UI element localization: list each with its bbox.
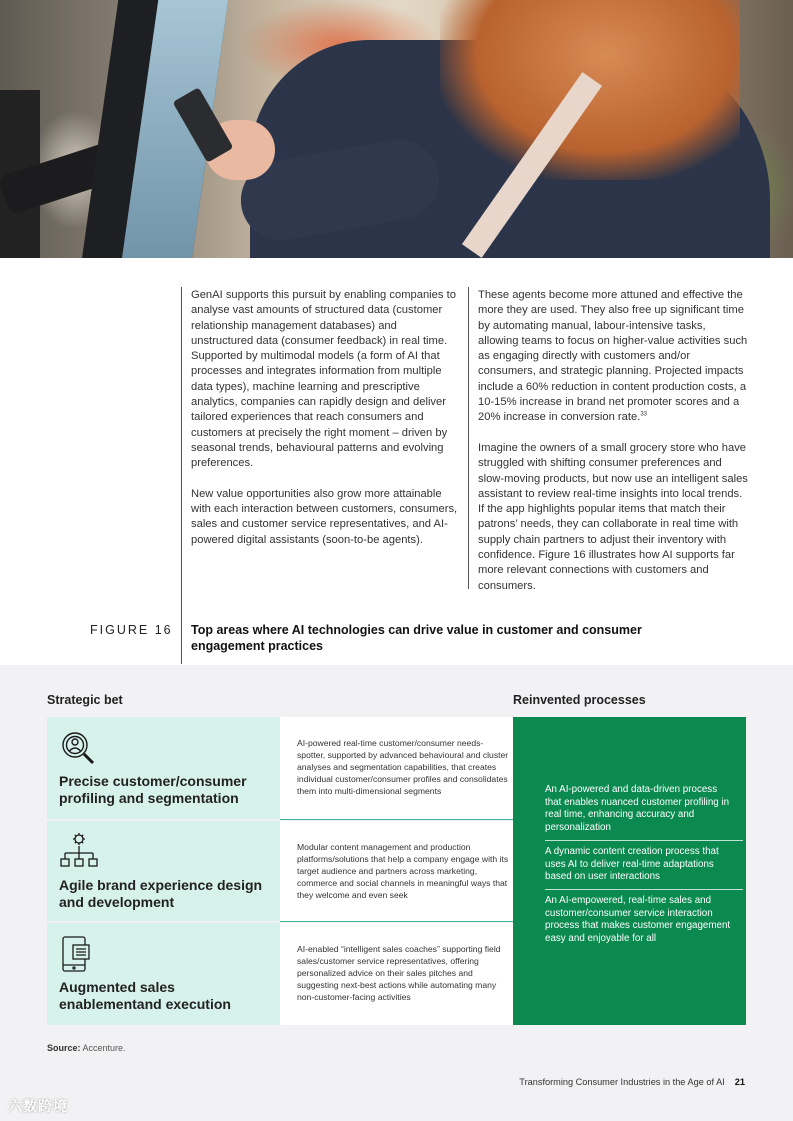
watermark-logo: 六数跨境 [8, 1098, 68, 1114]
hero-photo [0, 0, 793, 258]
footer-title: Transforming Consumer Industries in the Age of AI [519, 1077, 725, 1087]
process-divider [545, 889, 743, 890]
footnote-ref[interactable]: 33 [640, 411, 647, 418]
bet-title: Precise customer/consumer profiling and segmentation [59, 773, 247, 806]
magnifier-person-icon [59, 729, 99, 774]
body-paragraph: These agents become more attuned and effective the more they are used. They also free up significant time by automating manual, labour-intensive tasks, allowing teams to focus on higher-value activities such as engaging directly with customers and/or consumers, and strategic planning. Projected impacts include a 60% reduction in content production costs, a 10-15% increase in brand net promoter scores and a 20% increase in conversion rate.$^{33}$ [478, 289, 748, 424]
bet-description: Modular content management and production platforms/solutions that help a company engage with its target audience and partners across marketing, commerce and social channels in meaningful ways that they welcome and even seek [280, 821, 513, 921]
process-item: A dynamic content creation process that uses AI to deliver real-time adaptations based on user interactions [545, 846, 719, 883]
bet-card-sales-enablement [47, 923, 280, 1025]
column-divider-left [181, 287, 182, 664]
page-number: 21 [734, 1077, 745, 1087]
bet-card-brand-experience [47, 821, 280, 921]
reinvented-processes-heading: Reinvented processes [513, 693, 646, 707]
reinvented-processes-panel [513, 717, 746, 1025]
page-footer [519, 1077, 745, 1087]
strategic-bet-heading: Strategic bet [47, 693, 123, 707]
figure-label: FIGURE 16 [90, 623, 173, 637]
body-paragraph: GenAI supports this pursuit by enabling companies to analyse vast amounts of structured data (customer relationship management databases) and unstructured data (consumer feedback) in real time. Supported by multimodal models (a form of AI that processes and integrates information from multiple data types), machine learning and prescriptive analytics, companies can rapidly design and deliver tailored experiences that reach consumers and customers at precisely the right moment – driven by seasonal trends, behavioural patterns and evolving preferences. [191, 289, 456, 470]
bet-card-profiling [47, 717, 280, 819]
process-divider [545, 840, 743, 841]
figure-source: Source: Accenture. [47, 1043, 126, 1053]
bet-title: Augmented sales enablementand execution [59, 979, 231, 1012]
flow-arrow [280, 921, 520, 922]
process-item: An AI-empowered, real-time sales and customer/consumer service interaction process that makes customer engagement easy and enjoyable for all [545, 895, 731, 944]
process-item: An AI-powered and data-driven process that enables nuanced customer profiling in real time, enhancing accuracy and personalization [545, 784, 730, 833]
bet-title: Agile brand experience design and development [59, 877, 263, 910]
bet-description: AI-powered real-time customer/consumer needs-spotter, supported by advanced behavioural and cluster analyses and segmentation capabilities, that creates individual customer/consumer profiles and consolidates them into multi-dimensional segments [280, 717, 513, 819]
flow-arrow [280, 819, 520, 820]
column-divider-right [468, 287, 469, 589]
figure-title: Top areas where AI technologies can drive value in customer and consumer engagement practices [191, 623, 642, 653]
body-paragraph: New value opportunities also grow more attainable with each interaction between customers, consumers, sales and customer service representatives, and AI-powered digital assistants (soon-to-be agents). [191, 487, 458, 546]
bet-description: AI-enabled “intelligent sales coaches” supporting field sales/customer service representatives, offering personalized advice on their sales pitches and suggesting next-best actions while automating many non-customer-facing activities [280, 923, 513, 1025]
gear-hierarchy-icon [59, 831, 99, 876]
body-column-right [478, 288, 748, 609]
body-column-left [191, 288, 459, 563]
body-paragraph: Imagine the owners of a small grocery store who have struggled with shifting consumer preferences and slow-moving products, but now use an intelligent sales assistant to review real-time insights into local trends. If the app highlights popular items that match their patrons’ needs, they can collaborate in real time with supply chain partners to adjust their inventory with confidence. Figure 16 illustrates how AI supports far more relevant connections with customers and consumers. [478, 441, 748, 592]
tablet-document-icon [59, 935, 99, 980]
